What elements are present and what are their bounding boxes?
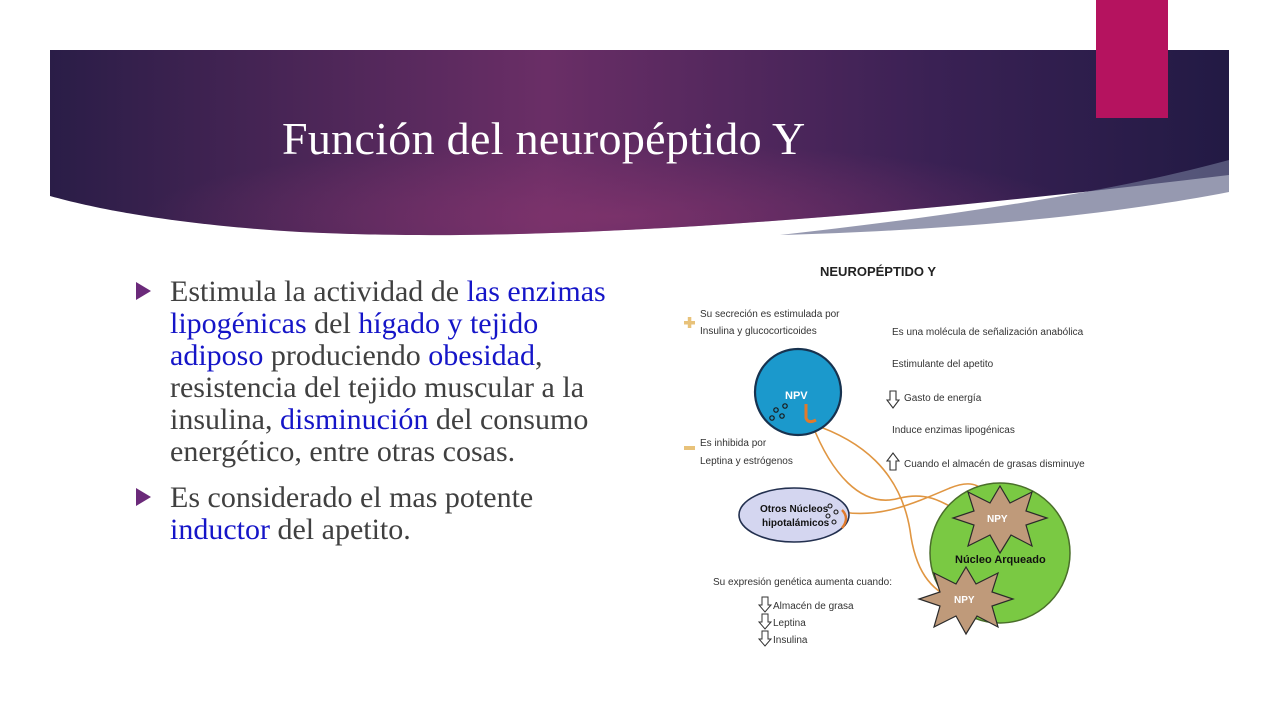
expression-title: Su expresión genética aumenta cuando:	[713, 577, 893, 588]
triangle-bullet-icon	[136, 488, 151, 506]
bullet-item	[134, 276, 624, 468]
bullet-item	[134, 482, 624, 546]
diagram-title: NEUROPÉPTIDO Y	[820, 264, 937, 279]
arrow-down-icon	[887, 391, 899, 408]
bullet-text-segment: del apetito.	[269, 513, 411, 546]
otros-nucleos-line-2: hipotalámicos	[762, 518, 830, 529]
npy-diagram	[676, 258, 1116, 658]
triangle-bullet-icon	[136, 282, 151, 300]
effect-item: Gasto de energía	[904, 393, 982, 404]
highlighted-term: inductor	[170, 513, 270, 546]
accent-tab	[1096, 0, 1168, 118]
arrow-down-icon	[759, 631, 771, 646]
npy-label-lower: NPY	[954, 595, 975, 606]
npy-label-upper: NPY	[987, 514, 1008, 525]
bullet-text-segment: del consumo energético, entre otras cosas.	[170, 403, 589, 468]
effect-item: Estimulante del apetito	[892, 359, 994, 370]
highlighted-term: las enzimas lipogénicas	[170, 275, 606, 340]
nucleo-arqueado-label: Núcleo Arqueado	[955, 554, 1046, 566]
inhibited-by-line-1: Es inhibida por	[700, 438, 767, 449]
arrow-down-icon	[759, 614, 771, 629]
minus-icon	[684, 446, 695, 450]
npv-label: NPV	[785, 390, 808, 402]
plus-icon	[684, 317, 695, 328]
expression-item: Almacén de grasa	[773, 601, 854, 612]
highlighted-term: obesidad	[428, 339, 535, 372]
bullet-text-segment: Es considerado el mas potente	[170, 481, 534, 514]
otros-nucleos-line-1: Otros Núcleos	[760, 504, 829, 515]
bullet-text-segment: , resistencia del tejido muscular a la insulina,	[170, 339, 585, 436]
effect-item: Es una molécula de señalización anabólica	[892, 327, 1084, 338]
otros-nucleos-ellipse	[739, 488, 849, 542]
bullet-text-segment: Estimula la actividad de	[170, 275, 467, 308]
bullet-text-segment: produciendo	[263, 339, 429, 372]
expression-item: Leptina	[773, 618, 806, 629]
bullet-text-segment: del	[306, 307, 359, 340]
expression-item: Insulina	[773, 635, 808, 646]
stimulated-by-line-1: Su secreción es estimulada por	[700, 309, 840, 320]
inhibited-by-line-2: Leptina y estrógenos	[700, 456, 793, 467]
highlighted-term: hígado y tejido adiposo	[170, 307, 539, 372]
stimulated-by-line-2: Insulina y glucocorticoides	[700, 326, 817, 337]
effect-item: Induce enzimas lipogénicas	[892, 425, 1015, 436]
arrow-up-icon	[887, 453, 899, 470]
effect-item: Cuando el almacén de grasas disminuye	[904, 459, 1085, 470]
arrow-down-icon	[759, 597, 771, 612]
bullet-list	[134, 276, 624, 560]
highlighted-term: disminución	[280, 403, 429, 436]
slide-title: Función del neuropéptido Y	[282, 113, 806, 164]
